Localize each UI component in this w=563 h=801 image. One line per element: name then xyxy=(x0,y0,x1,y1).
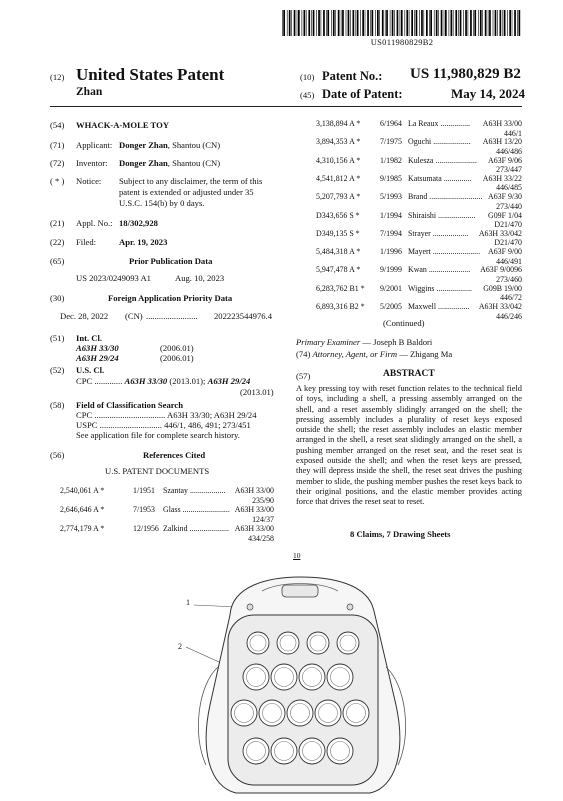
patent-type-title: United States Patent xyxy=(76,65,225,84)
reference-class: A63F 9/0096 xyxy=(480,265,522,275)
barcode-bar xyxy=(283,10,285,36)
reference-name: Glass ........................ xyxy=(163,505,230,515)
barcode-bar xyxy=(416,10,418,36)
reference-number: 5,207,793 A * xyxy=(316,192,361,202)
reference-name: Oguchi ................... xyxy=(408,137,471,147)
barcode-bar xyxy=(429,10,430,36)
drawing-ref-2: 2 xyxy=(178,642,182,651)
attorney-name: — Zhigang Ma xyxy=(399,349,453,359)
code-65: (65) xyxy=(50,256,65,266)
reference-date: 1/1982 xyxy=(380,155,402,165)
code-22: (22) xyxy=(50,237,65,247)
barcode-bar xyxy=(335,10,336,36)
reference-name: Mayert ........................ xyxy=(408,247,481,257)
barcode-bar xyxy=(470,10,472,36)
reference-class: A63H 33/00 xyxy=(234,486,274,495)
notice-line-1: Subject to any disclaimer, the term of this xyxy=(119,176,263,186)
references-cited-label: References Cited xyxy=(143,450,206,460)
barcode-bar xyxy=(379,10,380,36)
barcode-bar xyxy=(473,10,474,36)
barcode-bar xyxy=(478,10,479,36)
reference-number: 6,893,316 B2 * xyxy=(316,302,365,311)
int-cl-1: A63H 33/30 xyxy=(76,343,119,353)
field-uspc-value: 446/1, 486, 491; 273/451 xyxy=(164,420,251,430)
reference-subclass: 124/37 xyxy=(252,514,274,524)
code-12: (12) xyxy=(50,72,65,82)
barcode-bar xyxy=(321,10,322,36)
reference-row xyxy=(60,505,274,524)
applicant-name: Donger Zhan xyxy=(119,140,168,150)
int-cl-2: A63H 29/24 xyxy=(76,353,119,363)
barcode-bar xyxy=(480,10,482,36)
barcode-number: US011980829B2 xyxy=(370,37,434,47)
barcode-bar xyxy=(500,10,502,36)
reference-name: Kwan ..................... xyxy=(408,265,471,275)
reference-date: 6/1964 xyxy=(380,119,402,128)
continued-label: (Continued) xyxy=(383,318,425,328)
appl-no: 18/302,928 xyxy=(119,218,158,228)
code-notice: ( * ) xyxy=(50,176,65,186)
reference-date: 1/1951 xyxy=(133,486,155,495)
barcode-bar xyxy=(372,10,374,36)
barcode-bar xyxy=(382,10,384,36)
barcode-bar xyxy=(485,10,487,36)
barcode-bar xyxy=(311,10,312,36)
barcode-bar xyxy=(426,10,428,36)
field-uspc-dots: ............................. xyxy=(99,420,162,430)
code-52: (52) xyxy=(50,365,65,375)
reference-date: 5/1993 xyxy=(380,192,402,202)
reset-key xyxy=(271,738,297,764)
barcode-bar xyxy=(350,10,351,36)
barcode-bar xyxy=(294,10,296,36)
barcode-bar xyxy=(430,10,432,36)
barcode-bar xyxy=(495,10,497,36)
barcode-bar xyxy=(411,10,413,36)
reference-row xyxy=(316,119,522,138)
inventor-surname-header: Zhan xyxy=(76,86,103,98)
reference-name: Wiggins .................. xyxy=(408,283,472,293)
barcode-bar xyxy=(313,10,315,36)
barcode-bar xyxy=(434,10,435,36)
reference-name: Brand ........................... xyxy=(408,192,483,202)
notice-line-3: U.S.C. 154(b) by 0 days. xyxy=(119,198,205,208)
barcode-bar xyxy=(333,10,335,36)
foreign-priority-country: (CN) xyxy=(125,311,143,321)
barcode-bar xyxy=(377,10,379,36)
barcode-bar xyxy=(390,10,391,36)
code-30: (30) xyxy=(50,293,65,303)
reference-subclass: 446/486 xyxy=(496,146,522,156)
reference-class: A63H 33/042 xyxy=(478,228,522,238)
barcode-bar xyxy=(451,10,453,36)
barcode-bar xyxy=(327,10,329,36)
reset-seat xyxy=(282,585,318,597)
appl-no-label: Appl. No.: xyxy=(76,218,113,228)
barcode-bar xyxy=(367,10,369,36)
code-45: (45) xyxy=(300,90,315,100)
reset-key xyxy=(259,700,285,726)
code-57: (57) xyxy=(296,371,311,381)
reference-row xyxy=(316,137,522,156)
barcode-bar xyxy=(509,10,511,36)
patent-number: US 11,980,829 B2 xyxy=(410,66,521,82)
date-of-patent: May 14, 2024 xyxy=(451,86,526,101)
barcode-bar xyxy=(346,10,347,36)
reference-class: A63H 33/00 xyxy=(234,524,274,534)
barcode-bar xyxy=(342,10,344,36)
reset-key xyxy=(315,700,341,726)
code-54: (54) xyxy=(50,120,65,130)
reference-subclass: 446/491 xyxy=(496,256,522,266)
reference-number: 5,947,478 A * xyxy=(316,265,361,275)
barcode-bar xyxy=(409,10,410,36)
barcode-bar xyxy=(341,10,342,36)
barcode-bar xyxy=(318,10,320,36)
barcode-bar xyxy=(316,10,317,36)
reference-date: 9/1985 xyxy=(380,173,402,183)
reference-class: A63H 33/00 xyxy=(482,119,522,128)
barcode-bar xyxy=(326,10,327,36)
barcode-bar xyxy=(493,10,494,36)
reference-name: Maxwell ................ xyxy=(408,302,470,311)
field-of-search-label: Field of Classification Search xyxy=(76,400,184,410)
reference-class: A63F 9/00 xyxy=(488,247,522,257)
inventor-label: Inventor: xyxy=(76,158,108,168)
reference-class: G09B 19/00 xyxy=(483,283,522,293)
abstract-text: A key pressing toy with reset function relates to the technical field of toys, including a shell, a pressing assembly arranged on the shell, and a reset assembly slidingly arranged on the shell; the pressing assembly includes a plurality of reset keys exposed outside the shell; the reset assembly includes an elastic member arranged in the shell, a reset seat slidingly arranged on the shell, a pushing member arranged on the reset seat, and the reset seat is exposed outside the shell; and when the reset keys are pressed, they will depress inside the shell, the reset seat drives the pushing member to slide, the pushing member pushes the reset keys back to their original positions, and the elastic member provides acting force that drives the reset seat to reset. xyxy=(296,384,522,507)
barcode-bar xyxy=(394,10,395,36)
barcode-bar xyxy=(400,10,401,36)
reference-class: A63H 33/042 xyxy=(478,302,522,311)
reference-row xyxy=(316,211,522,230)
barcode-bar xyxy=(302,10,303,36)
code-58: (58) xyxy=(50,400,65,410)
reference-name: Katsumata .............. xyxy=(408,173,472,183)
reference-class: A63F 9/06 xyxy=(488,155,522,165)
barcode-bar xyxy=(365,10,366,36)
barcode-bar xyxy=(392,10,394,36)
code-56: (56) xyxy=(50,450,65,460)
field-cpc-dots: ................................. xyxy=(94,410,166,420)
field-uspc-label: USPC xyxy=(76,420,98,430)
reference-number: D343,656 S * xyxy=(316,210,360,220)
reference-subclass: 273/440 xyxy=(496,201,522,211)
reference-row xyxy=(60,486,274,505)
reset-key xyxy=(231,700,257,726)
filed-date: Apr. 19, 2023 xyxy=(119,237,168,247)
reference-row xyxy=(316,156,522,175)
field-cpc-value: A63H 33/30; A63H 29/24 xyxy=(167,410,257,420)
reference-subclass: D21/470 xyxy=(494,238,522,248)
barcode-bar xyxy=(385,10,386,36)
barcode-bar xyxy=(507,10,508,36)
us-cl-label: U.S. Cl. xyxy=(76,365,105,375)
int-cl-label: Int. Cl. xyxy=(76,333,103,343)
reference-row xyxy=(316,192,522,211)
barcode-bar xyxy=(386,10,388,36)
reference-subclass: 235/90 xyxy=(252,495,274,505)
int-cl-2-date: (2006.01) xyxy=(160,353,194,363)
barcode-bar xyxy=(360,10,361,36)
barcode-bar xyxy=(512,10,513,36)
barcode-bar xyxy=(306,10,307,36)
code-51: (51) xyxy=(50,333,65,343)
reference-date: 12/1956 xyxy=(133,524,159,534)
reset-key xyxy=(327,664,353,690)
barcode-bar xyxy=(449,10,450,36)
reference-subclass: 446/1 xyxy=(504,128,522,138)
barcode-bar xyxy=(287,10,288,36)
code-74: (74) xyxy=(296,349,311,359)
reference-row xyxy=(316,284,522,303)
reference-number: 3,894,353 A * xyxy=(316,137,361,147)
claims-drawings-summary: 8 Claims, 7 Drawing Sheets xyxy=(350,529,451,539)
cpc-2: A63H 29/24 xyxy=(207,376,251,386)
notice-label: Notice: xyxy=(76,176,102,186)
barcode-bar xyxy=(419,10,420,36)
reference-subclass: 446/246 xyxy=(496,311,522,321)
barcode-bar xyxy=(444,10,445,36)
reference-class: A63F 9/30 xyxy=(488,192,522,202)
barcode-bar xyxy=(453,10,454,36)
reference-number: 3,138,894 A * xyxy=(316,119,361,128)
barcode-bar xyxy=(441,10,443,36)
reference-subclass: 434/258 xyxy=(248,533,274,543)
barcode-bar xyxy=(348,10,350,36)
side-dot-right xyxy=(347,604,353,610)
reference-number: 4,541,812 A * xyxy=(316,173,361,183)
barcode-bar xyxy=(474,10,476,36)
filed-label: Filed: xyxy=(76,237,97,247)
foreign-priority-title: Foreign Application Priority Data xyxy=(108,293,233,303)
reference-date: 5/2005 xyxy=(380,302,402,311)
reference-name: Strayer .................. xyxy=(408,228,469,238)
reset-key xyxy=(271,664,297,690)
prior-publication-title: Prior Publication Data xyxy=(129,256,213,266)
date-of-patent-label: Date of Patent: xyxy=(322,87,403,101)
reference-name: Shiraishi ................... xyxy=(408,210,476,220)
header-rule xyxy=(50,106,522,107)
reference-number: D349,135 S * xyxy=(316,228,360,238)
barcode-bar xyxy=(460,10,462,36)
reference-date: 1/1996 xyxy=(380,247,402,257)
barcode-bar xyxy=(458,10,459,36)
barcode-bar xyxy=(497,10,498,36)
code-10: (10) xyxy=(300,72,315,82)
cpc-1: A63H 33/30 xyxy=(124,376,168,386)
reference-class: G09F 1/04 xyxy=(488,210,522,220)
foreign-priority-number: 202223544976.4 xyxy=(214,311,273,321)
reference-number: 2,646,646 A * xyxy=(60,505,105,515)
notice-line-2: patent is extended or adjusted under 35 xyxy=(119,187,254,197)
reference-name: La Reaux ............... xyxy=(408,119,471,128)
reference-number: 2,774,179 A * xyxy=(60,524,105,534)
barcode-bar xyxy=(357,10,359,36)
reference-subclass: 446/72 xyxy=(500,293,522,303)
barcode-bar xyxy=(436,10,438,36)
reference-number: 2,540,061 A * xyxy=(60,486,105,495)
reference-row xyxy=(316,174,522,193)
reference-date: 7/1953 xyxy=(133,505,155,515)
barcode-bar xyxy=(362,10,364,36)
reference-name: Zalkind .................... xyxy=(163,524,229,534)
toy-drawing xyxy=(170,555,430,797)
reference-row xyxy=(316,265,522,284)
barcode-bar xyxy=(414,10,415,36)
barcode-bar xyxy=(438,10,439,36)
reference-subclass: D21/470 xyxy=(494,220,522,230)
reference-subclass: 446/485 xyxy=(496,183,522,193)
barcode-bar xyxy=(291,10,292,36)
primary-examiner-name: — Joseph B Baldori xyxy=(362,337,433,347)
drawing-ref-1: 1 xyxy=(186,598,190,607)
barcode-bar xyxy=(353,10,355,36)
reference-row xyxy=(316,247,522,266)
barcode-bar xyxy=(375,10,376,36)
cpc-dots: ............. xyxy=(94,376,123,386)
reference-date: 7/1994 xyxy=(380,228,402,238)
code-72: (72) xyxy=(50,158,65,168)
prior-publication-date: Aug. 10, 2023 xyxy=(175,273,225,283)
barcode-bar xyxy=(504,10,506,36)
barcode-bar xyxy=(421,10,423,36)
barcode-bar xyxy=(406,10,408,36)
barcode-bar xyxy=(519,10,521,36)
barcode-bar xyxy=(282,10,283,36)
reference-date: 1/1994 xyxy=(380,210,402,220)
reference-row xyxy=(60,524,274,543)
barcode-bar xyxy=(397,10,399,36)
reset-key xyxy=(327,738,353,764)
primary-examiner-label: Primary Examiner xyxy=(296,337,361,347)
reference-date: 9/2001 xyxy=(380,283,402,293)
barcode-bar xyxy=(405,10,406,36)
patent-no-label: Patent No.: xyxy=(322,69,383,83)
prior-publication-number: US 2023/0249093 A1 xyxy=(76,273,151,283)
us-patent-documents-label: U.S. PATENT DOCUMENTS xyxy=(105,466,210,476)
reference-number: 4,310,156 A * xyxy=(316,155,361,165)
reset-key xyxy=(299,738,325,764)
barcode-bar xyxy=(424,10,425,36)
cpc-1-date: (2013.01); xyxy=(169,376,206,386)
abstract-title: ABSTRACT xyxy=(383,369,435,379)
reference-class: A63H 33/00 xyxy=(234,505,274,515)
barcode-bar xyxy=(517,10,518,36)
barcode-bar xyxy=(297,10,298,36)
barcode-bar xyxy=(488,10,489,36)
barcode-bar xyxy=(356,10,357,36)
field-see-note: See application file for complete search history. xyxy=(76,430,240,440)
barcode-bar xyxy=(338,10,340,36)
inventor-name: Donger Zhan xyxy=(119,158,168,168)
attorney-label: Attorney, Agent, or Firm xyxy=(312,349,398,359)
barcode-bar xyxy=(331,10,332,36)
reference-class: A63H 13/20 xyxy=(482,137,522,147)
barcode-bar xyxy=(482,10,483,36)
barcode-bar xyxy=(463,10,464,36)
reset-key xyxy=(343,700,369,726)
inventor-location: , Shantou (CN) xyxy=(167,158,221,168)
barcode-bar xyxy=(465,10,467,36)
applicant-label: Applicant: xyxy=(76,140,113,150)
reference-class: A63H 33/22 xyxy=(482,173,522,183)
cpc-2-date: (2013.01) xyxy=(240,387,274,397)
barcode-bar xyxy=(455,10,457,36)
cpc-label: CPC xyxy=(76,376,93,386)
barcode-bar xyxy=(401,10,403,36)
applicant-location: , Shantou (CN) xyxy=(167,140,221,150)
reset-key xyxy=(287,700,313,726)
reference-row xyxy=(316,229,522,248)
side-dot-left xyxy=(247,604,253,610)
code-21: (21) xyxy=(50,218,65,228)
foreign-priority-date: Dec. 28, 2022 xyxy=(60,311,109,321)
barcode-bar xyxy=(489,10,491,36)
reference-date: 9/1999 xyxy=(380,265,402,275)
reference-name: Szantay .................. xyxy=(163,486,226,495)
reference-number: 5,484,318 A * xyxy=(316,247,361,257)
foreign-priority-dots: ........................ xyxy=(146,311,198,321)
int-cl-1-date: (2006.01) xyxy=(160,343,194,353)
code-71: (71) xyxy=(50,140,65,150)
reference-date: 7/1975 xyxy=(380,137,402,147)
invention-title: WHACK-A-MOLE TOY xyxy=(76,120,170,130)
reference-subclass: 273/460 xyxy=(496,274,522,284)
barcode-bar xyxy=(503,10,504,36)
barcode-bar xyxy=(323,10,325,36)
drawing-ref-10: 10 xyxy=(293,551,301,560)
barcode-bar xyxy=(468,10,469,36)
barcode-bar xyxy=(289,10,291,36)
barcode-bar xyxy=(304,10,306,36)
barcode-bar xyxy=(514,10,516,36)
reference-subclass: 273/447 xyxy=(496,165,522,175)
reference-number: 6,283,762 B1 * xyxy=(316,283,365,293)
barcode xyxy=(282,10,522,36)
reference-name: Kulesza ..................... xyxy=(408,155,477,165)
reset-key xyxy=(299,664,325,690)
barcode-bar xyxy=(298,10,300,36)
barcode-bar xyxy=(370,10,371,36)
field-cpc-label: CPC xyxy=(76,410,93,420)
barcode-bar xyxy=(308,10,310,36)
reset-key xyxy=(243,738,269,764)
reset-key xyxy=(243,664,269,690)
barcode-bar xyxy=(445,10,447,36)
